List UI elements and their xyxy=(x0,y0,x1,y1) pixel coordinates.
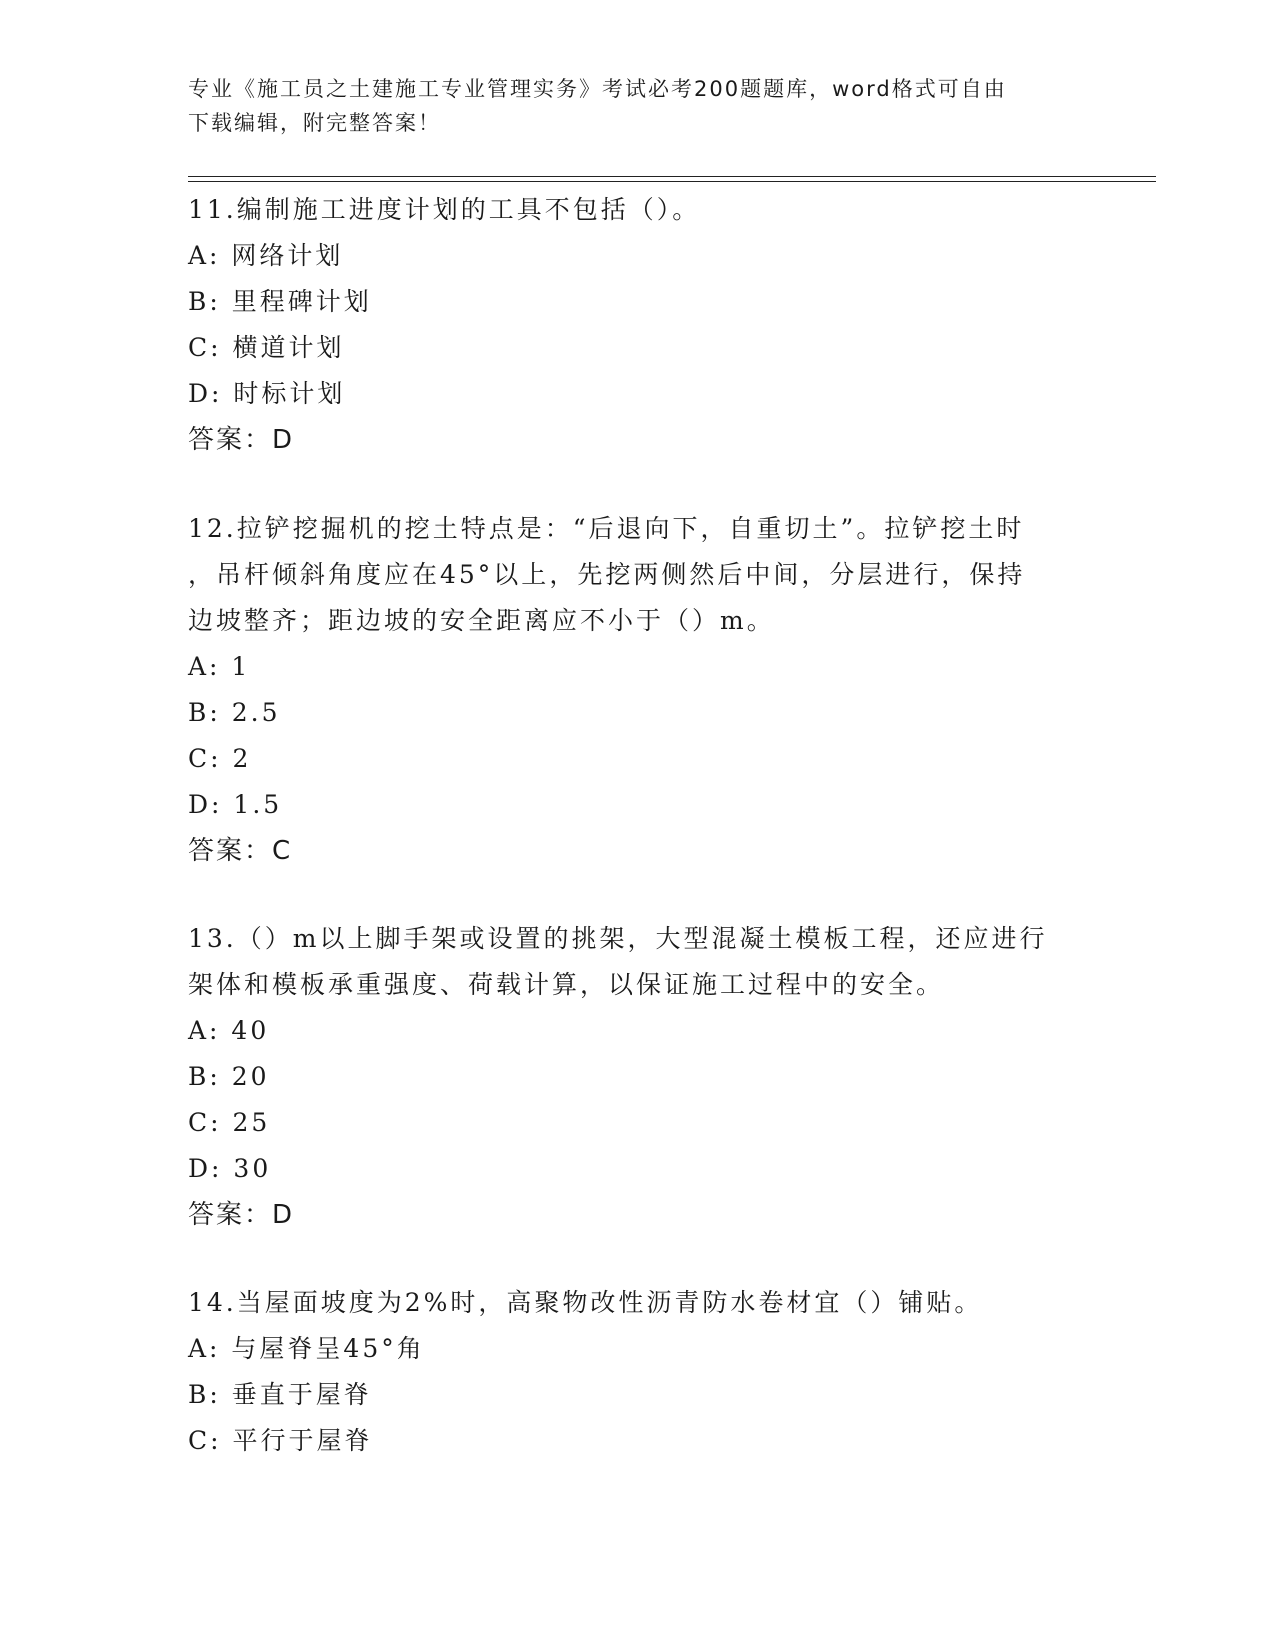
answer: 答案：C xyxy=(188,836,293,866)
option-c: C: 25 xyxy=(188,1108,271,1137)
question-stem-line-3: 边坡整齐；距边坡的安全距离应不小于（）m。 xyxy=(188,606,775,635)
option-b: B: 20 xyxy=(188,1062,270,1091)
option-a: A: 网络计划 xyxy=(188,241,344,270)
question-stem-line-2: ，吊杆倾斜角度应在45°以上，先挖两侧然后中间，分层进行，保持 xyxy=(188,560,1026,589)
question-stem-line-2: 架体和模板承重强度、荷载计算，以保证施工过程中的安全。 xyxy=(188,970,945,999)
option-d: D: 时标计划 xyxy=(188,379,346,408)
option-a: A: 与屋脊呈45°角 xyxy=(188,1334,425,1363)
option-a: A: 1 xyxy=(188,652,251,681)
option-b: B: 2.5 xyxy=(188,698,281,727)
document-header xyxy=(188,72,1068,140)
answer: 答案：D xyxy=(188,425,295,455)
question-11 xyxy=(188,187,1088,463)
question-stem: 11.编制施工进度计划的工具不包括（）。 xyxy=(188,195,701,224)
option-c: C: 平行于屋脊 xyxy=(188,1426,373,1455)
question-stem: 14.当屋面坡度为2%时，高聚物改性沥青防水卷材宜（）铺贴。 xyxy=(188,1288,983,1317)
question-stem-line-1: 12.拉铲挖掘机的挖土特点是：“后退向下，自重切土”。拉铲挖土时 xyxy=(188,514,1025,543)
header-divider-top xyxy=(188,176,1156,177)
header-line-1: 专业《施工员之土建施工专业管理实务》考试必考200题题库，word格式可自由 xyxy=(188,77,1007,101)
option-d: D: 30 xyxy=(188,1154,272,1183)
option-a: A: 40 xyxy=(188,1016,270,1045)
header-divider-bottom xyxy=(188,181,1156,182)
option-d: D: 1.5 xyxy=(188,790,283,819)
option-b: B: 垂直于屋脊 xyxy=(188,1380,372,1409)
option-b: B: 里程碑计划 xyxy=(188,287,372,316)
option-c: C: 横道计划 xyxy=(188,333,345,362)
option-c: C: 2 xyxy=(188,744,252,773)
header-line-2: 下载编辑，附完整答案！ xyxy=(188,111,441,135)
answer: 答案：D xyxy=(188,1200,295,1230)
question-12 xyxy=(188,506,1088,874)
question-13 xyxy=(188,916,1088,1238)
question-14 xyxy=(188,1280,1088,1464)
question-stem-line-1: 13.（）m以上脚手架或设置的挑架，大型混凝土模板工程，还应进行 xyxy=(188,924,1048,953)
